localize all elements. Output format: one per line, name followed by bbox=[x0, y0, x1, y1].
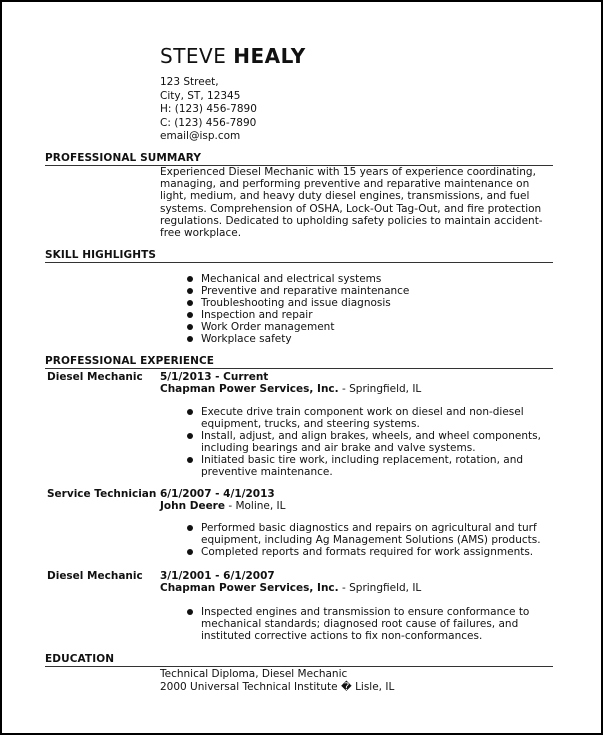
duty-item: Install, adjust, and align brakes, wheels, and wheel components, including bearings and air brake and valve systems. bbox=[185, 430, 547, 454]
contact-info bbox=[160, 76, 257, 144]
duty-item: Inspected engines and transmission to ensure conformance to mechanical standards; diagnosed root cause of failures, and instituted corrective actions to fix non-conformances. bbox=[185, 606, 547, 642]
duty-item: Execute drive train component work on diesel and non-diesel equipment, trucks, and steering systems. bbox=[185, 406, 547, 430]
job-dates: 3/1/2001 - 6/1/2007 bbox=[160, 570, 275, 582]
job-title: Diesel Mechanic bbox=[47, 570, 143, 582]
experience-heading: PROFESSIONAL EXPERIENCE bbox=[45, 355, 215, 367]
company-location: - Moline, IL bbox=[224, 500, 286, 512]
job-title: Service Technician bbox=[47, 488, 157, 500]
company-name: John Deere bbox=[160, 500, 225, 512]
education-divider bbox=[45, 666, 553, 667]
company-name: Chapman Power Services, Inc. bbox=[160, 383, 339, 395]
last-name: HEALY bbox=[233, 44, 306, 68]
company-location: - Springfield, IL bbox=[338, 383, 422, 395]
job-duties bbox=[185, 522, 547, 558]
duty-item: Completed reports and formats required for work assignments. bbox=[185, 546, 547, 558]
skill-item: Workplace safety bbox=[185, 333, 545, 345]
duty-item: Performed basic diagnostics and repairs on agricultural and turf equipment, including Ag Management Solutions (AMS) products. bbox=[185, 522, 547, 546]
education-details bbox=[160, 668, 394, 694]
skills-heading: SKILL HIGHLIGHTS bbox=[45, 249, 157, 261]
address-line: 123 Street, bbox=[160, 76, 219, 88]
job-title: Diesel Mechanic bbox=[47, 371, 143, 383]
duty-item: Initiated basic tire work, including replacement, rotation, and preventive maintenance. bbox=[185, 454, 547, 478]
skill-item: Inspection and repair bbox=[185, 309, 545, 321]
job-duties bbox=[185, 606, 547, 642]
education-heading: EDUCATION bbox=[45, 653, 115, 665]
summary-text: Experienced Diesel Mechanic with 15 years of experience coordinating, managing, and performing preventive and reparative maintenance on light, medium, and heavy duty diesel engines, transmissions, and fuel systems. Comprehension of OSHA, Lock-Out Tag-Out, and fire protection regulations. Dedicated to upholding safety policies to maintain accident-free workplace. bbox=[160, 166, 543, 240]
skills-list bbox=[185, 273, 545, 345]
job-employer bbox=[160, 500, 286, 512]
skill-item: Troubleshooting and issue diagnosis bbox=[185, 297, 545, 309]
skill-item: Preventive and reparative maintenance bbox=[185, 285, 545, 297]
city-line: City, ST, 12345 bbox=[160, 89, 241, 102]
first-name: STEVE bbox=[160, 44, 227, 68]
company-name: Chapman Power Services, Inc. bbox=[160, 582, 339, 594]
company-location: - Springfield, IL bbox=[338, 582, 422, 594]
job-dates: 5/1/2013 - Current bbox=[160, 371, 269, 383]
job-employer bbox=[160, 582, 421, 594]
home-phone: H: (123) 456-7890 bbox=[160, 103, 257, 116]
job-duties bbox=[185, 406, 547, 478]
cell-phone: C: (123) 456-7890 bbox=[160, 116, 257, 129]
degree: Technical Diploma, Diesel Mechanic bbox=[160, 668, 348, 680]
experience-divider bbox=[45, 368, 553, 369]
school: 2000 Universal Technical Institute � Lisle, IL bbox=[160, 681, 395, 693]
job-employer bbox=[160, 383, 421, 395]
candidate-name bbox=[160, 44, 306, 68]
email-address: email@isp.com bbox=[160, 130, 241, 143]
skill-item: Mechanical and electrical systems bbox=[185, 273, 545, 285]
job-dates: 6/1/2007 - 4/1/2013 bbox=[160, 488, 275, 500]
skills-divider bbox=[45, 262, 553, 263]
summary-heading: PROFESSIONAL SUMMARY bbox=[45, 152, 202, 164]
skill-item: Work Order management bbox=[185, 321, 545, 333]
